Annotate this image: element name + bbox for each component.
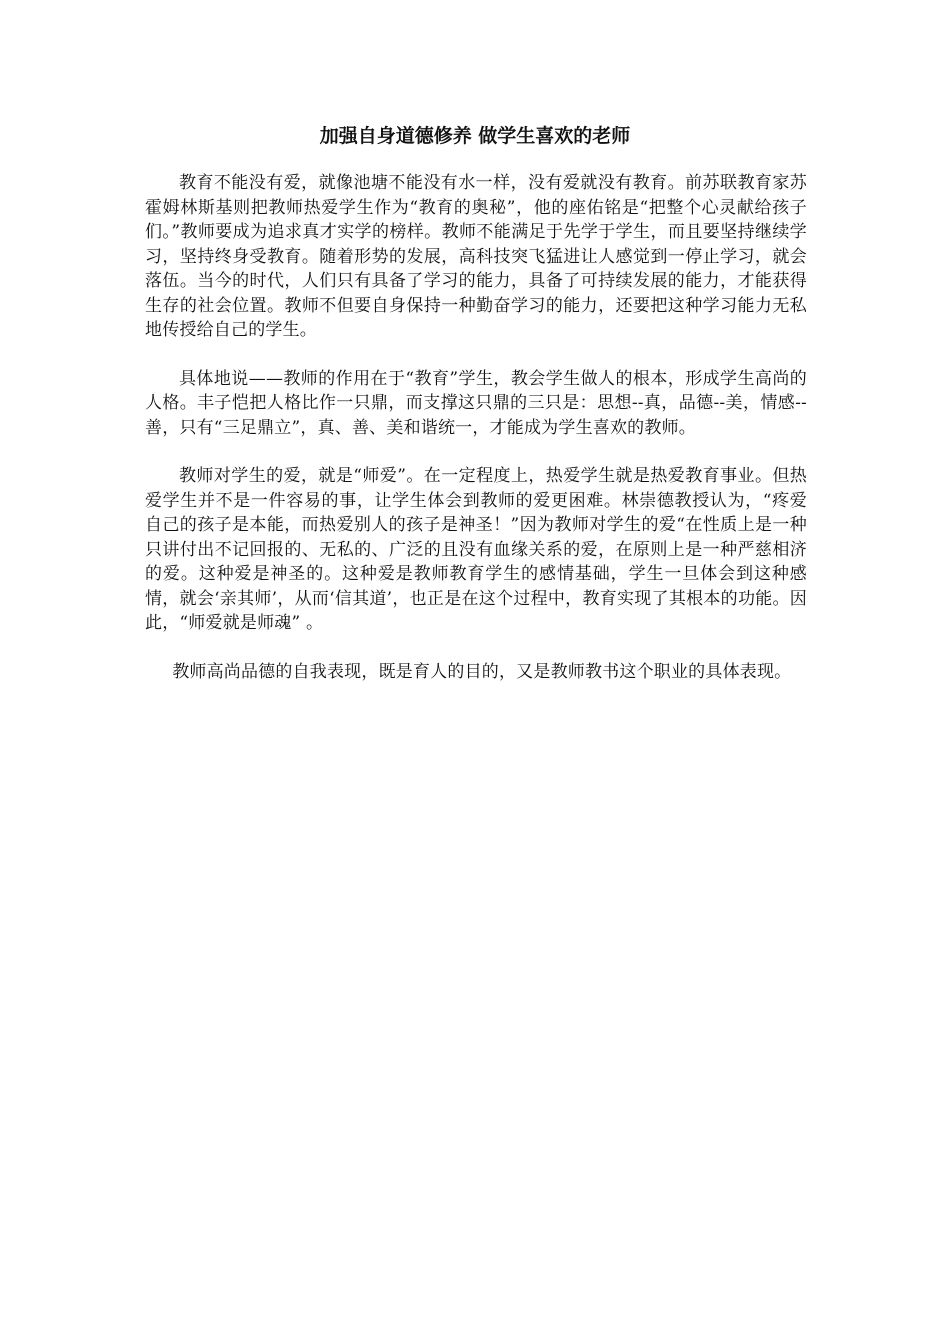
document-title: 加强自身道德修养 做学生喜欢的老师 (319, 125, 631, 147)
paragraph-4: 教师高尚品德的自我表现，既是育人的目的，又是教师教书这个职业的具体表现。 (172, 661, 792, 682)
paragraph-2: 具体地说——教师的作用在于“教育”学生，教会学生做人的根本，形成学生高尚的人格。丰子恺把人格比作一只鼎，而支撑这只鼎的三只是：思想--真，品德--美，情感--善，只有“三足鼎立”，真、善、美和谐统一，才能成为学生喜欢的教师。 (145, 368, 807, 438)
paragraph-1: 教育不能没有爱，就像池塘不能没有水一样，没有爱就没有教育。前苏联教育家苏霍姆林斯基则把教师热爱学生作为“教育的奥秘”，他的座佑铭是“把整个心灵献给孩子们。”教师要成为追求真才实学的榜样。教师不能满足于先学于学生，而且要坚持继续学习，坚持终身受教育。随着形势的发展，高科技突飞猛进让人感觉到一停止学习，就会落伍。当今的时代，人们只有具备了学习的能力，具备了可持续发展的能力，才能获得生存的社会位置。教师不但要自身保持一种勤奋学习的能力，还要把这种学习能力无私地传授给自己的学生。 (145, 173, 807, 340)
document-body (145, 171, 807, 708)
paragraph-3: 教师对学生的爱，就是“师爱”。在一定程度上，热爱学生就是热爱教育事业。但热爱学生并不是一件容易的事，让学生体会到教师的爱更困难。林崇德教授认为，“疼爱自己的孩子是本能，而热爱别人的孩子是神圣！”因为教师对学生的爱“在性质上是一种只讲付出不记回报的、无私的、广泛的且没有血缘关系的爱，在原则上是一种严慈相济的爱。这种爱是神圣的。这种爱是教师教育学生的感情基础，学生一旦体会到这种感情，就会‘亲其师’，从而‘信其道’，也正是在这个过程中，教育实现了其根本的功能。因此，“师爱就是师魂” 。 (145, 466, 807, 633)
